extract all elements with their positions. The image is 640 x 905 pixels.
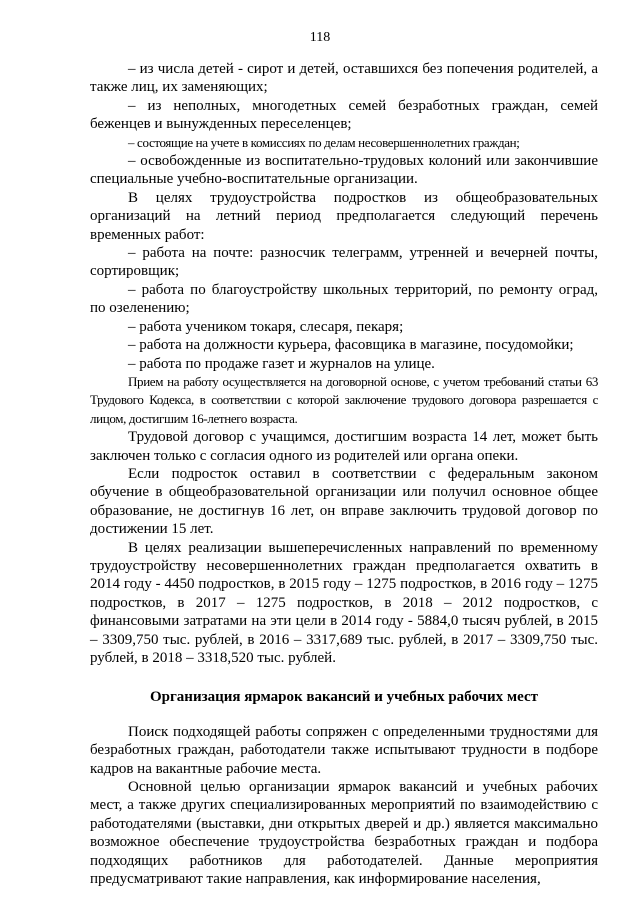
document-body	[90, 60, 598, 888]
paragraph-job-fairs-goal: Основной целью организации ярмарок вакансий и учебных рабочих мест, а также других специализированных мероприятий по взаимодействию с работодателями (выставки, дни открытых дверей и др.) является максимально возможное обеспечение трудоустройства безработных граждан и подбора подходящих работников для работодателей. Данные мероприятия предусматривают такие направления, как информирование населения,	[90, 779, 598, 888]
list-item-families: – из неполных, многодетных семей безработных граждан, семей беженцев и вынужденных переселенцев;	[90, 97, 598, 133]
page-number: 118	[309, 30, 331, 45]
paragraph-temporary-jobs-intro: В целях трудоустройства подростков из общеобразовательных организаций на летний период предполагается следующий перечень временных работ:	[90, 189, 598, 243]
paragraph-hiring-terms: Прием на работу осуществляется на договорной основе, с учетом требований статьи 63 Трудового Кодекса, в соответствии с которой заключение трудового договора разрешается с лицом, достигшим 16-летнего возраста.	[90, 373, 598, 426]
paragraph-age-15: Если подросток оставил в соответствии с федеральным законом обучение в общеобразовательной организации или получил основное общее образование, не достигнув 16 лет, он вправе заключить трудовой договор по достижении 15 лет.	[90, 465, 598, 538]
list-item-registered: – состоящие на учете в комиссиях по делам несовершеннолетних граждан;	[128, 134, 520, 150]
list-item-apprentice: – работа учеником токаря, слесаря, пекаря;	[128, 318, 404, 335]
list-item-orphans: – из числа детей - сирот и детей, оставшихся без попечения родителей, а также лиц, их заменяющих;	[90, 61, 598, 96]
list-item-post-office: – работа на почте: разносчик телеграмм, утренней и вечерней почты, сортировщик;	[90, 245, 598, 280]
list-item-newspapers: – работа по продаже газет и журналов на улице.	[128, 355, 435, 372]
list-item-landscaping: – работа по благоустройству школьных территорий, по ремонту оград, по озеленению;	[90, 281, 598, 317]
paragraph-job-search: Поиск подходящей работы сопряжен с определенными трудностями для безработных граждан, работодатели также испытывают трудности в подборе кадров на вакантные рабочие места.	[90, 723, 598, 777]
list-item-released: – освобожденные из воспитательно-трудовых колоний или закончившие специальные учебно-воспитательные организации.	[90, 153, 598, 188]
paragraph-age-14: Трудовой договор с учащимся, достигшим возраста 14 лет, может быть заключен только с согласия одного из родителей или органа опеки.	[90, 429, 598, 464]
section-heading: Организация ярмарок вакансий и учебных рабочих мест	[149, 689, 539, 706]
paragraph-coverage-financing: В целях реализации вышеперечисленных направлений по временному трудоустройству несовершеннолетних граждан предполагается охватить в 2014 году - 4450 подростков, в 2015 году – 1275 подростков, в 2016 году – 1275 подростков, в 2017 – 1275 подростков, в 2018 – 2012 подростков, с финансовыми затратами на эти цели в 2014 году - 5884,0 тысяч рублей, в 2015 – 3309,750 тыс. рублей, в 2016 – 3317,689 тыс. рублей, в 2017 – 3309,750 тыс. рублей, в 2018 – 3318,520 тыс. рублей.	[90, 539, 598, 666]
list-item-courier: – работа на должности курьера, фасовщика в магазине, посудомойки;	[128, 337, 574, 354]
